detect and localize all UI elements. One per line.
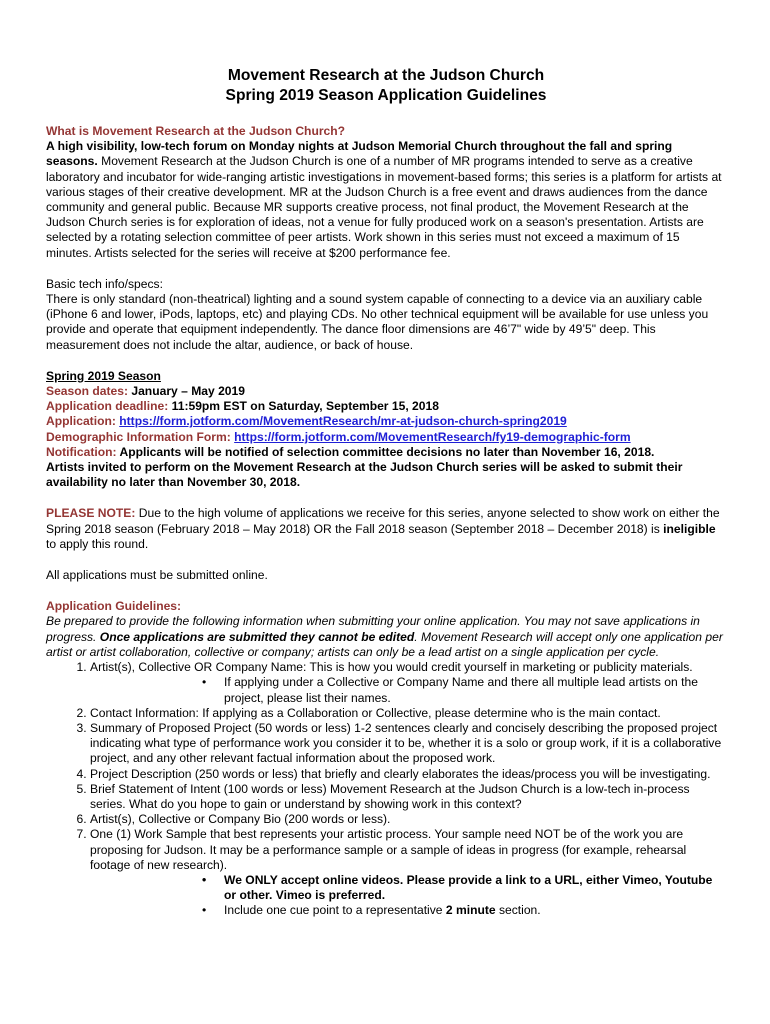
list-item-text: Artist(s), Collective or Company Bio (200 words or less).: [90, 812, 391, 827]
guidelines-intro-bold: Once applications are submitted they cannot be edited: [99, 629, 415, 644]
intro-paragraph: [46, 139, 726, 261]
document-title: [46, 66, 726, 106]
guidelines-intro: [46, 614, 726, 660]
list-item: [90, 812, 726, 827]
please-note-text-2: to apply this round.: [46, 536, 149, 551]
intro-body: Movement Research at the Judson Church is one of a number of MR programs intended to serve as a creative laboratory and incubator for wide-ranging artistic investigations in movement-based forms; this series is a platform for artists at various stages of their creative development. MR at the Judson Church is a free event and draws audiences from the dance community and general public. Because MR supports creative process, not final product, the Movement Research at the Judson Church series is for exploration of ideas, not a venue for fully produced work on a season's presentation. Artists are selected by a rotating selection committee of peer artists. Work shown in this series must not exceed a maximum of 15 minutes. Artists selected for the series will receive at $200 performance fee.: [46, 154, 722, 260]
application-label: Application:: [46, 414, 116, 429]
list-item-text: Summary of Proposed Project (50 words or less) 1-2 sentences clearly and concisely describing the proposed project indicating what type of performance work you consider it to be, whether it is a solo or group work, if it is a collaborative project, and any other relevant factual information about the proposed work.: [90, 720, 722, 766]
tech-body: There is only standard (non-theatrical) lighting and a sound system capable of connecting to a device via an auxiliary cable (iPhone 6 and lower, iPods, laptops, etc) and playing CDs. No other technical equipment will be available for use unless you provide and operate that equipment independently. The dance floor dimensions are 46’7" wide by 49’5" deep. This measurement does not include the altar, audience, or back of house.: [46, 292, 709, 352]
list-item-text: Contact Information: If applying as a Collaboration or Collective, please determine who is the main contact.: [90, 705, 661, 720]
cue-text-2: section.: [495, 903, 541, 918]
sub-list-item: • We ONLY accept online videos. Please provide a link to a URL, either Vimeo, Youtube or other. Vimeo is preferred.: [224, 873, 726, 903]
season-dates-value: January – May 2019: [128, 384, 245, 399]
online-only-note: All applications must be submitted online.: [46, 568, 268, 583]
deadline-value: 11:59pm EST on Saturday, September 15, 2018: [168, 399, 439, 414]
season-dates-label: Season dates:: [46, 384, 128, 399]
list-item-text: Project Description (250 words or less) that briefly and clearly elaborates the ideas/process you will be investigating.: [90, 766, 711, 781]
notification-label: Notification:: [46, 444, 117, 459]
sub-list: [90, 675, 726, 705]
notification-value: Applicants will be notified of selection committee decisions no later than November 16, 2018.: [116, 444, 655, 459]
season-dates: [46, 384, 726, 399]
guidelines-heading: Application Guidelines:: [46, 599, 182, 614]
demographic-label: Demographic Information Form:: [46, 429, 231, 444]
list-item-text: Brief Statement of Intent (100 words or less) Movement Research at the Judson Church is a low-tech in-process series. What do you hope to gain or understand by showing work in this context?: [90, 781, 690, 811]
sub-list-item: [224, 903, 726, 918]
application-deadline: [46, 399, 726, 414]
please-note-paragraph: [46, 506, 726, 552]
document-page: [46, 66, 726, 919]
season-heading: Spring 2019 Season: [46, 368, 161, 383]
intro-heading: What is Movement Research at the Judson Church?: [46, 124, 346, 138]
list-item: [90, 706, 726, 721]
list-item: [90, 721, 726, 767]
guidelines-intro-2: . Movement Research will accept only one application per artist or artist collaboration, collective or company; artists can only be a lead artist on a single application per cycle.: [46, 629, 723, 659]
please-note-text-1: Due to the high volume of applications we receive for this series, anyone selected to show work on either the Spring 2018 season (February 2018 – May 2018) OR the Fall 2018 season (September 2018 – December 2018) is: [46, 506, 720, 536]
guidelines-list: [46, 660, 726, 918]
title-line-1: Movement Research at the Judson Church: [227, 67, 545, 84]
list-item: [90, 782, 726, 812]
cue-text-1: Include one cue point to a representative: [224, 903, 446, 918]
notification-row: [46, 445, 726, 460]
list-item-text: Artist(s), Collective OR Company Name: This is how you would credit yourself in marketing or publicity materials.: [90, 660, 693, 675]
list-item: [90, 660, 726, 706]
application-link-row: [46, 414, 726, 429]
list-item: [90, 767, 726, 782]
invited-artists-note: Artists invited to perform on the Movement Research at the Judson Church series will be asked to submit their availability no later than November 30, 2018.: [46, 460, 683, 490]
demographic-link-row: [46, 430, 726, 445]
sub-list: [90, 873, 726, 919]
deadline-label: Application deadline:: [46, 399, 169, 414]
application-link[interactable]: https://form.jotform.com/MovementResearch/mr-at-judson-church-spring2019: [119, 414, 567, 429]
list-item-text: One (1) Work Sample that best represents your artistic process. Your sample need NOT be of the work you are proposing for Judson. It may be a performance sample or a sample of ideas in progress (for example, rehearsal footage of new research).: [90, 827, 687, 872]
please-note-label: PLEASE NOTE:: [46, 506, 136, 521]
intro-lead: A high visibility, low-tech forum on Monday nights at Judson Memorial Church throughout the fall and spring seasons.: [46, 139, 673, 169]
title-line-2: Spring 2019 Season Application Guidelines: [225, 87, 547, 104]
guidelines-intro-1: Be prepared to provide the following information when submitting your online application. You may not save applications in progress.: [46, 614, 700, 644]
ineligible-word: ineligible: [663, 521, 716, 536]
list-item: [90, 827, 726, 918]
tech-heading: Basic tech info/specs:: [46, 276, 163, 291]
demographic-link[interactable]: https://form.jotform.com/MovementResearch/fy19-demographic-form: [234, 429, 631, 444]
sub-list-item: • If applying under a Collective or Company Name and there all multiple lead artists on the project, please list their names.: [224, 675, 726, 705]
cue-text-bold: 2 minute: [445, 903, 496, 918]
